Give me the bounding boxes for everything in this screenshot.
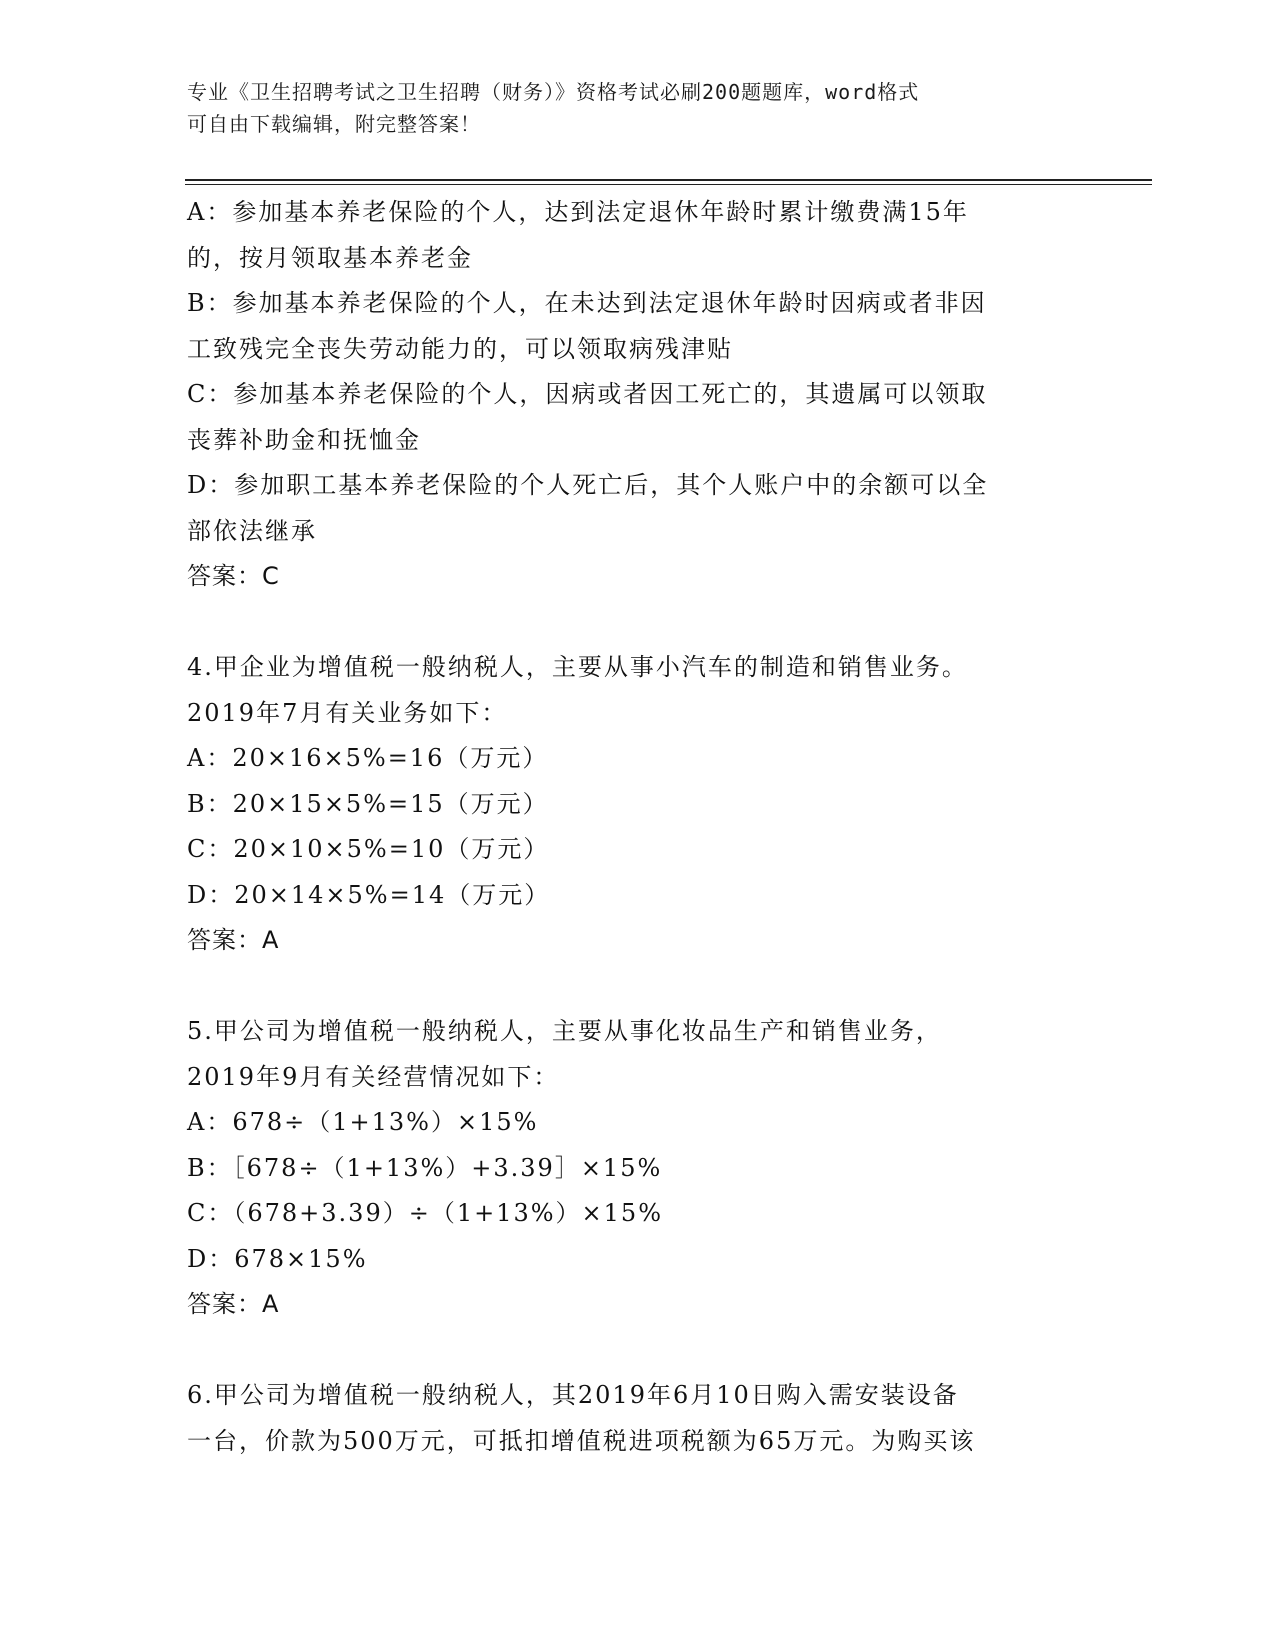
header-line-1: 专业《卫生招聘考试之卫生招聘（财务）》资格考试必刷200题题库，word格式 — [187, 80, 920, 104]
question-3-options — [187, 190, 1087, 600]
question-4 — [187, 645, 1087, 964]
document-body — [187, 190, 1087, 1464]
spacer — [187, 964, 1087, 1010]
option-a-line-1: A：参加基本养老保险的个人，达到法定退休年龄时累计缴费满15年 — [187, 198, 969, 226]
option-c-line-2: 丧葬补助金和抚恤金 — [187, 425, 421, 454]
answer-label: 答案：C — [187, 562, 280, 590]
option-d-line-2: 部依法继承 — [187, 516, 317, 545]
question-stem-line-2: 2019年7月有关业务如下： — [187, 698, 508, 727]
option-b: B：20×15×5%=15（万元） — [187, 789, 549, 818]
option-c-line-1: C：参加基本养老保险的个人，因病或者因工死亡的，其遗属可以领取 — [187, 380, 988, 408]
question-stem-line-1: 6.甲公司为增值税一般纳税人，其2019年6月10日购入需安装设备 — [187, 1381, 959, 1409]
option-a: A：678÷（1+13%）×15% — [187, 1108, 539, 1136]
question-6 — [187, 1373, 1087, 1464]
spacer — [187, 1328, 1087, 1374]
option-c: C：（678+3.39）÷（1+13%）×15% — [187, 1199, 664, 1227]
question-stem-line-2: 一台，价款为500万元，可抵扣增值税进项税额为65万元。为购买该 — [187, 1426, 976, 1455]
header-rule-thin — [185, 184, 1152, 185]
answer-label: 答案：A — [187, 926, 280, 954]
question-stem-line-2: 2019年9月有关经营情况如下： — [187, 1062, 560, 1091]
header-line-2: 可自由下载编辑，附完整答案！ — [187, 112, 481, 136]
option-d-line-1: D：参加职工基本养老保险的个人死亡后，其个人账户中的余额可以全 — [187, 471, 989, 499]
document-header — [187, 76, 1067, 140]
option-c: C：20×10×5%=10（万元） — [187, 835, 550, 863]
option-b-line-2: 工致残完全丧失劳动能力的，可以领取病残津贴 — [187, 334, 733, 363]
option-b-line-1: B：参加基本养老保险的个人，在未达到法定退休年龄时因病或者非因 — [187, 289, 987, 317]
option-a-line-2: 的，按月领取基本养老金 — [187, 243, 473, 272]
question-stem-line-1: 4.甲企业为增值税一般纳税人，主要从事小汽车的制造和销售业务。 — [187, 653, 968, 681]
option-a: A：20×16×5%=16（万元） — [187, 744, 549, 772]
option-b: B：［678÷（1+13%）+3.39］×15% — [187, 1153, 663, 1182]
header-rule-thick — [185, 179, 1152, 181]
question-stem-line-1: 5.甲公司为增值税一般纳税人，主要从事化妆品生产和销售业务， — [187, 1017, 942, 1045]
answer-label: 答案：A — [187, 1290, 280, 1318]
option-d: D：678×15% — [187, 1244, 368, 1273]
option-d: D：20×14×5%=14（万元） — [187, 880, 551, 909]
question-5 — [187, 1009, 1087, 1328]
spacer — [187, 600, 1087, 646]
